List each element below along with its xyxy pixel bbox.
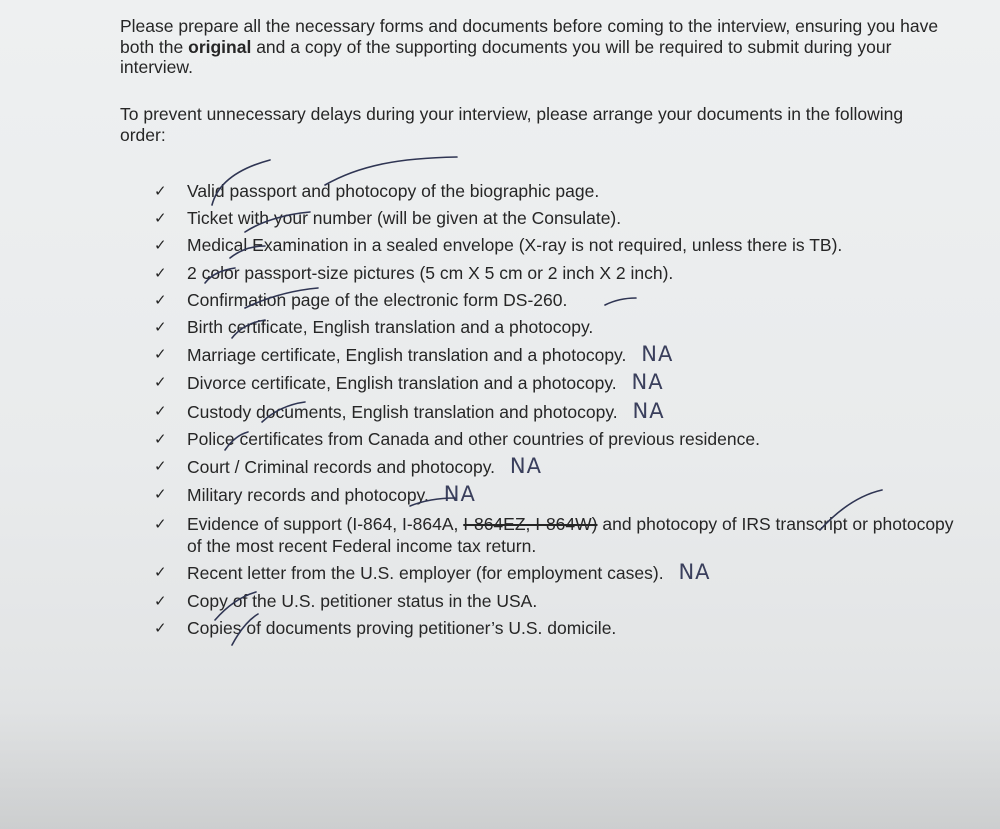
list-item xyxy=(150,178,970,205)
checkmark-icon: ✓ xyxy=(154,401,167,420)
checkmark-icon: ✓ xyxy=(154,515,167,534)
checkmark-icon: ✓ xyxy=(154,290,167,309)
document-checklist xyxy=(150,178,970,642)
list-item xyxy=(150,615,970,642)
handwritten-na-note: NA xyxy=(443,482,476,507)
checkmark-icon: ✓ xyxy=(154,563,167,582)
item-text-struck: I-864EZ, I-864W) xyxy=(463,514,598,535)
checkmark-icon: ✓ xyxy=(154,591,167,610)
intro-text-1a: Please prepare all the necessary forms and documents before coming to the interview, ensuring you have both the xyxy=(120,16,939,57)
checkmark-icon: ✓ xyxy=(154,457,167,476)
item-text: Recent letter from the U.S. employer (for employment cases). xyxy=(187,563,664,584)
list-item xyxy=(150,559,970,587)
checkmark-icon: ✓ xyxy=(154,209,167,228)
item-text: Medical Examination in a sealed envelope (X-ray is not required, unless there is TB). xyxy=(187,235,843,256)
item-text: Birth certificate, English translation and a photocopy. xyxy=(187,317,594,338)
item-text-after: and photocopy of IRS transcript or photocopy of the most recent Federal income tax return. xyxy=(187,514,954,557)
checkmark-icon: ✓ xyxy=(154,263,167,282)
checkmark-icon: ✓ xyxy=(154,236,167,255)
handwritten-na-note: NA xyxy=(641,342,674,367)
handwritten-na-note: NA xyxy=(678,560,711,585)
intro-text-1b: and a copy of the supporting documents you will be required to submit during your interview. xyxy=(120,36,892,77)
handwritten-na-note: NA xyxy=(632,398,665,423)
list-item xyxy=(150,369,970,397)
checkmark-icon: ✓ xyxy=(154,318,167,337)
checkmark-icon: ✓ xyxy=(154,429,167,448)
list-item xyxy=(150,398,970,426)
paper-shadow xyxy=(0,709,1000,829)
item-text-before: Evidence of support (I-864, I-864A, xyxy=(187,514,464,535)
list-item xyxy=(150,588,970,615)
list-item xyxy=(150,260,970,287)
checkmark-icon: ✓ xyxy=(154,373,167,392)
checkmark-icon: ✓ xyxy=(154,618,167,637)
checkmark-icon: ✓ xyxy=(154,182,167,200)
item-text: Military records and photocopy. xyxy=(187,485,429,506)
item-text: Copies of documents proving petitioner’s U.S. domicile. xyxy=(187,617,617,638)
list-item xyxy=(150,287,970,314)
list-item xyxy=(150,205,970,232)
item-text: Custody documents, English translation and photocopy. xyxy=(187,401,618,422)
item-text: Copy of the U.S. petitioner status in the USA. xyxy=(187,590,538,611)
list-item xyxy=(150,509,967,559)
intro-bold-original: original xyxy=(188,36,252,57)
list-item xyxy=(150,232,970,259)
list-item xyxy=(150,453,970,481)
list-item xyxy=(150,426,970,453)
intro-paragraph-2: To prevent unnecessary delays during your interview, please arrange your documents in the following order: xyxy=(120,104,904,145)
handwritten-na-note: NA xyxy=(509,454,542,479)
item-text: Court / Criminal records and photocopy. xyxy=(187,457,496,478)
item-text: Marriage certificate, English translation and a photocopy. xyxy=(187,345,627,366)
list-item xyxy=(150,314,970,341)
item-text: Divorce certificate, English translation and a photocopy. xyxy=(187,373,617,394)
item-text: Ticket with your number (will be given at the Consulate). xyxy=(187,208,622,229)
handwritten-na-note: NA xyxy=(631,370,664,395)
item-text: 2 color passport-size pictures (5 cm X 5 cm or 2 inch X 2 inch). xyxy=(187,262,674,283)
list-item xyxy=(150,481,970,509)
checkmark-icon: ✓ xyxy=(154,485,167,504)
list-item xyxy=(150,341,970,369)
item-text: Police certificates from Canada and other countries of previous residence. xyxy=(187,428,760,449)
checkmark-icon: ✓ xyxy=(154,345,167,364)
item-text: Valid passport and photocopy of the biographic page. xyxy=(187,181,600,201)
intro-paragraph-1 xyxy=(120,16,950,78)
item-text: Confirmation page of the electronic form DS-260. xyxy=(187,289,568,310)
